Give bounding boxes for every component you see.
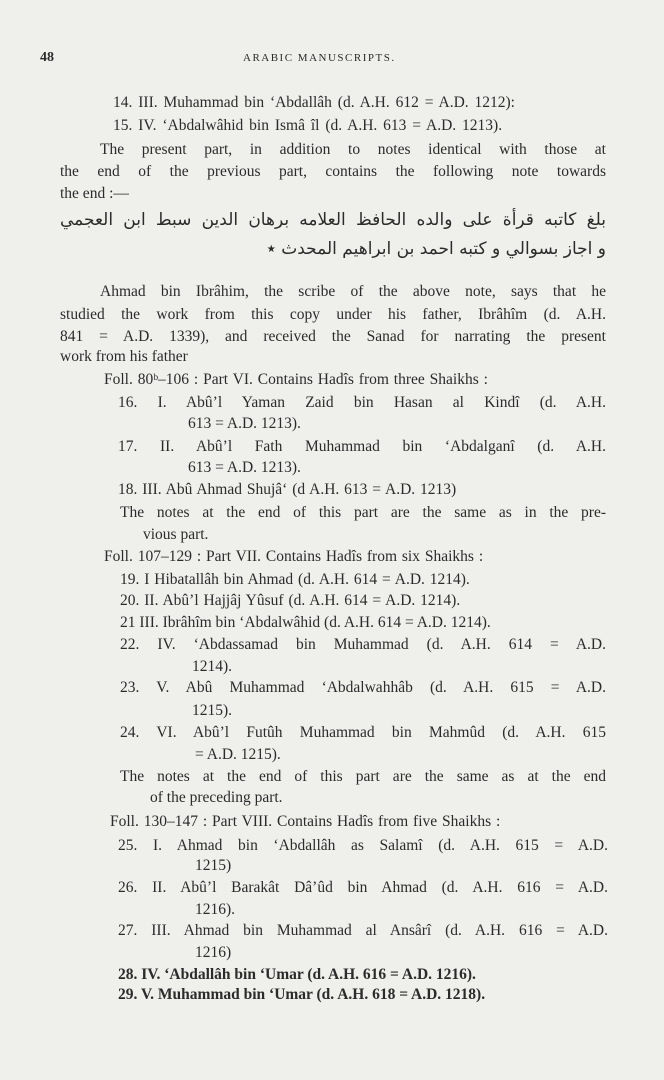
paragraph-line: the end of the previous part, contains the following note towards [60, 163, 606, 180]
list-item: 26. II. Abû’l Barakât Dâ’ûd bin Ahmad (d. A.H. 616 = A.D. [118, 879, 608, 896]
paragraph-line: The present part, in addition to notes identical with those at [100, 141, 606, 158]
list-item: 20. II. Abû’l Hajjâj Yûsuf (d. A.H. 614 = A.D. 1214). [120, 592, 461, 609]
paragraph-line: 841 = A.D. 1339), and received the Sanad for narrating the present [60, 328, 606, 345]
paragraph-line: work from his father [60, 348, 188, 365]
list-item: 19. I Hibatallâh bin Ahmad (d. A.H. 614 = A.D. 1214). [120, 571, 470, 588]
folio-heading: Foll. 80ᵇ–106 : Part VI. Contains Hadîs from three Shaikhs : [104, 371, 488, 388]
list-item: 28. IV. ‘Abdallâh bin ‘Umar (d. A.H. 616 = A.D. 1216). [118, 966, 476, 983]
list-item-continuation: 1215). [192, 702, 233, 719]
note-line: of the preceding part. [150, 789, 283, 806]
list-item-continuation: 1216) [195, 944, 232, 961]
list-item-continuation: 1216). [195, 901, 236, 918]
list-item: 17. II. Abû’l Fath Muhammad bin ‘Abdalganî (d. A.H. [118, 438, 606, 455]
paragraph-line: the end :— [60, 185, 129, 202]
list-item: 27. III. Ahmad bin Muhammad al Ansârî (d. A.H. 616 = A.D. [118, 922, 608, 939]
list-item: 18. III. Abû Ahmad Shujâ‘ (d A.H. 613 = A.D. 1213) [118, 481, 457, 498]
list-item-continuation: 1214). [192, 658, 233, 675]
arabic-quote-line: بلغ كاتبه قرأة على والده الحافظ العلامه برهان الدين سبط ابن العجمي [60, 210, 606, 230]
list-item-continuation: 613 = A.D. 1213). [188, 415, 301, 432]
paragraph-line: Ahmad bin Ibrâhim, the scribe of the above note, says that he [100, 283, 606, 300]
arabic-quote-line: و اجاز بسوالي و كتبه احمد بن ابراهيم المحدث ٭ [266, 239, 606, 259]
list-item: 23. V. Abû Muhammad ‘Abdalwahhâb (d. A.H. 615 = A.D. [120, 679, 606, 696]
note-line: vious part. [143, 526, 209, 543]
folio-heading: Foll. 130–147 : Part VIII. Contains Hadîs from five Shaikhs : [110, 813, 501, 830]
paragraph-line: studied the work from this copy under his father, Ibrâhîm (d. A.H. [60, 306, 606, 323]
list-item-continuation: 1215) [195, 857, 232, 874]
list-item: 21 III. Ibrâhîm bin ‘Abdalwâhid (d. A.H. 614 = A.D. 1214). [120, 614, 491, 631]
page-number: 48 [40, 50, 54, 65]
list-item: 14. III. Muhammad bin ‘Abdallâh (d. A.H. 612 = A.D. 1212): [113, 94, 515, 111]
list-item: 29. V. Muhammad bin ‘Umar (d. A.H. 618 = A.D. 1218). [118, 986, 486, 1003]
note-line: The notes at the end of this part are the same as at the end [120, 768, 606, 785]
list-item: 24. VI. Abû’l Futûh Muhammad bin Mahmûd (d. A.H. 615 [120, 724, 606, 741]
list-item-continuation: = A.D. 1215). [195, 746, 281, 763]
list-item: 16. I. Abû’l Yaman Zaid bin Hasan al Kindî (d. A.H. [118, 394, 606, 411]
running-title: ARABIC MANUSCRIPTS. [243, 52, 396, 64]
list-item: 15. IV. ‘Abdalwâhid bin Ismâ îl (d. A.H. 613 = A.D. 1213). [113, 117, 503, 134]
folio-heading: Foll. 107–129 : Part VII. Contains Hadîs from six Shaikhs : [104, 548, 484, 565]
list-item-continuation: 613 = A.D. 1213). [188, 459, 301, 476]
list-item: 22. IV. ‘Abdassamad bin Muhammad (d. A.H. 614 = A.D. [120, 636, 606, 653]
note-line: The notes at the end of this part are the same as in the pre- [120, 504, 606, 521]
list-item: 25. I. Ahmad bin ‘Abdallâh as Salamî (d. A.H. 615 = A.D. [118, 837, 608, 854]
